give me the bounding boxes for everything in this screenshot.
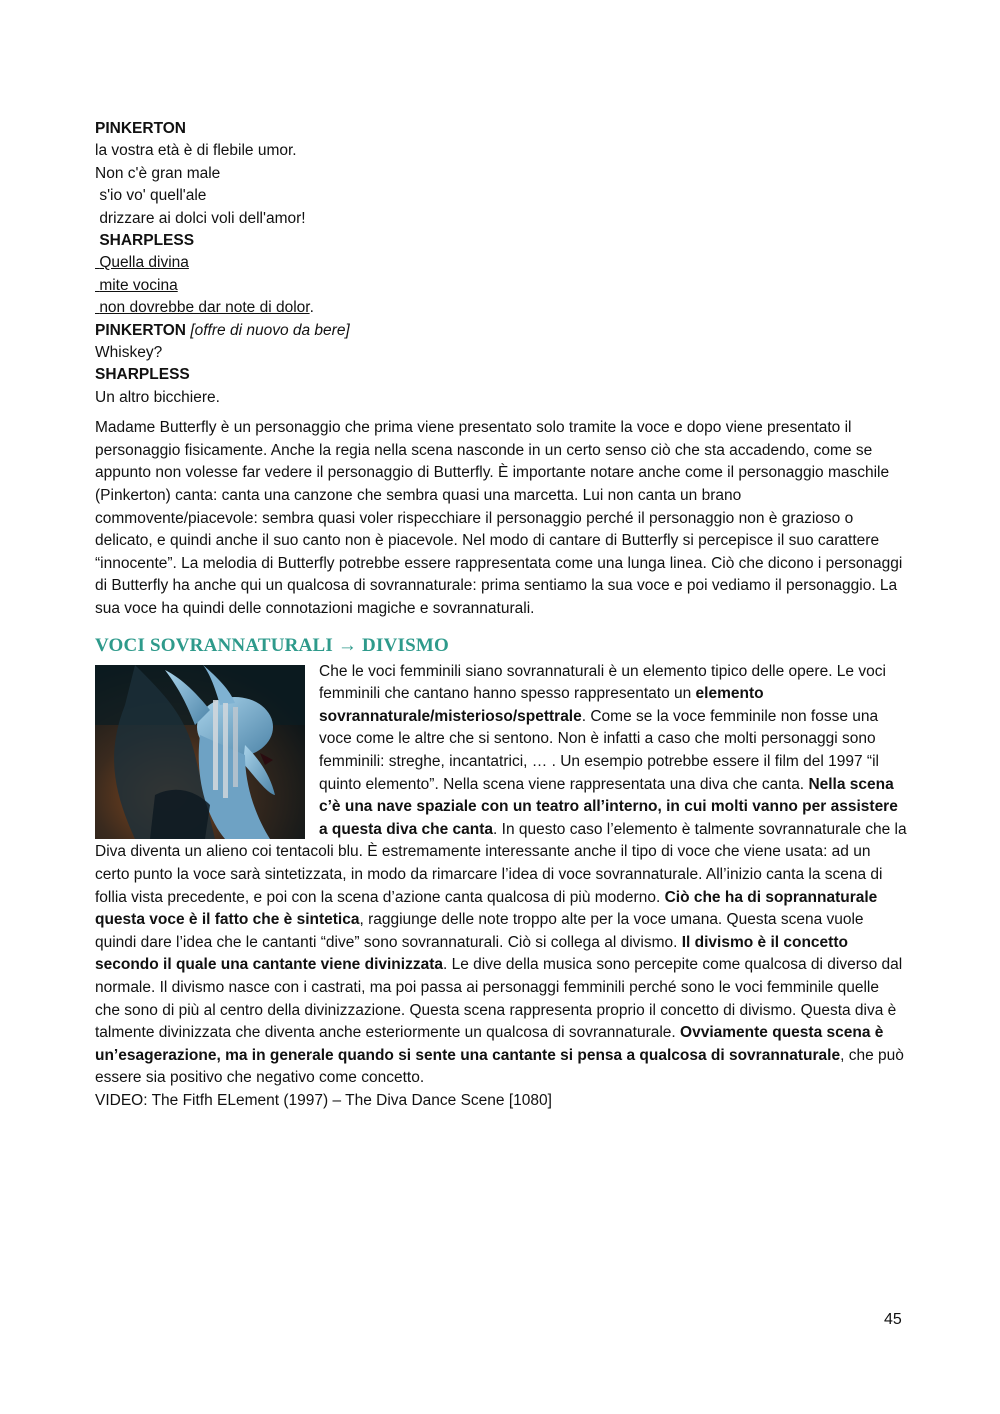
diva-alien-illustration — [95, 665, 305, 839]
lyric-line: Non c'è gran male — [95, 164, 221, 182]
page-number: 45 — [884, 1311, 902, 1328]
lyric-line: Whiskey? — [95, 344, 163, 362]
lyric-line-underlined: Quella divina — [95, 254, 189, 272]
lyric-line: Un altro bicchiere. — [95, 388, 220, 406]
speaker-sharpless: SHARPLESS — [95, 366, 190, 384]
lyric-period: . — [309, 299, 314, 317]
body-paragraph: Madame Butterfly è un personaggio che prima viene presentato solo tramite la voce e dopo viene presentato il personaggio fisicamente. Anche la regia nella scena nasconde in un certo senso ciò che sta accadendo, come se appunto non volesse far vedere il personaggio di Butterfly. È importante notare anche come il personaggio maschile (Pinkerton) canta: canta una canzone che sembra quasi una marcetta. Lui non canta un brano commovente/piacevole: sembra quasi voler rispecchiare il personaggio perché il personaggio non è grazioso o delicato, e quindi anche il suo canto non è piacevole. Nel modo di cantare di Butterfly si percepisce il suo carattere “innocente”. La melodia di Butterfly potrebbe essere rappresentata come una lunga linea. Ciò che dicono i personaggi di Butterfly ha anche qui un qualcosa di sovrannaturale: prima sentiamo la sua voce e poi vediamo il personaggio. La sua voce ha quindi delle connotazioni magiche e sovrannaturali. — [95, 419, 903, 618]
speaker-line — [95, 320, 907, 342]
video-reference: VIDEO: The Fitfh ELement (1997) – The Diva Dance Scene [1080] — [95, 1091, 552, 1109]
lyric-line: la vostra età è di flebile umor. — [95, 142, 297, 160]
diva-alien-image — [95, 665, 305, 839]
stage-direction: [offre di nuovo da bere] — [190, 321, 350, 339]
lyric-line: s'io vo' quell'ale — [95, 187, 207, 205]
lyric-line-underlined: mite vocina — [95, 276, 178, 294]
lyric-line — [95, 297, 907, 319]
speaker-pinkerton: PINKERTON — [95, 120, 187, 137]
section-body: Che le voci femminili siano sovrannaturali è un elemento tipico delle opere. Le voci femminili che cantano hanno spesso rappresentato un elemento sovrannaturale/misterioso/spettrale. Come se la voce femminile non fosse una voce come le altre che si sentono. Non è infatti a caso che molti personaggi sono femminili: streghe, incantatrici, … . Un esempio potrebbe essere il film del 1997 “il quinto elemento”. Nella scena viene rappresentata una diva che canta. Nella scena c’è una nave spaziale con un teatro all’interno, in cui molti vanno per assistere a questa diva che canta. In questo caso l’elemento è talmente sovrannaturale che la Diva diventa un alieno coi tentacoli blu. È estremamente interessante anche il tipo di voce che viene usata: ad un certo punto la voce sarà sintetizzata, in modo da rimarcare l’idea di voce sovrannaturale. All’inizio canta la scena di follia vista precedente, e poi con la scena d’azione canta qualcosa di più moderno. Ciò che ha di soprannaturale questa voce è il fatto che è sintetica, raggiunge delle note troppo alte per la voce umana. Questa scena vuole quindi dare l’idea che le cantanti “dive” sono sovrannaturali. Ciò si collega al divismo. Il divismo è il concetto secondo il quale una cantante viene divinizzata. Le dive della musica sono percepite come qualcosa di diverso dal normale. Il divismo nasce con i castrati, ma poi passa ai personaggi femminili perché sono le voci femminile quelle che sono di più al centro della divinizzazione. Questa scena rappresenta proprio il concetto di divismo. Questa diva è talmente divinizzata che diventa anche esteriormente un qualcosa di sovrannaturale. Ovviamente questa scena è un’esagerazione, ma in generale quando si sente una cantante si pensa a qualcosa di sovrannaturale, che può essere sia positivo che negativo come concetto. — [95, 662, 907, 1087]
lyric-line-underlined: non dovrebbe dar note di dolor — [95, 299, 310, 317]
lyric-line: drizzare ai dolci voli dell'amor! — [95, 209, 306, 227]
page-content — [95, 118, 907, 1113]
speaker-sharpless: SHARPLESS — [95, 232, 195, 250]
speaker-pinkerton: PINKERTON — [95, 321, 187, 339]
section-heading: VOCI SOVRANNATURALI → DIVISMO — [95, 634, 449, 656]
